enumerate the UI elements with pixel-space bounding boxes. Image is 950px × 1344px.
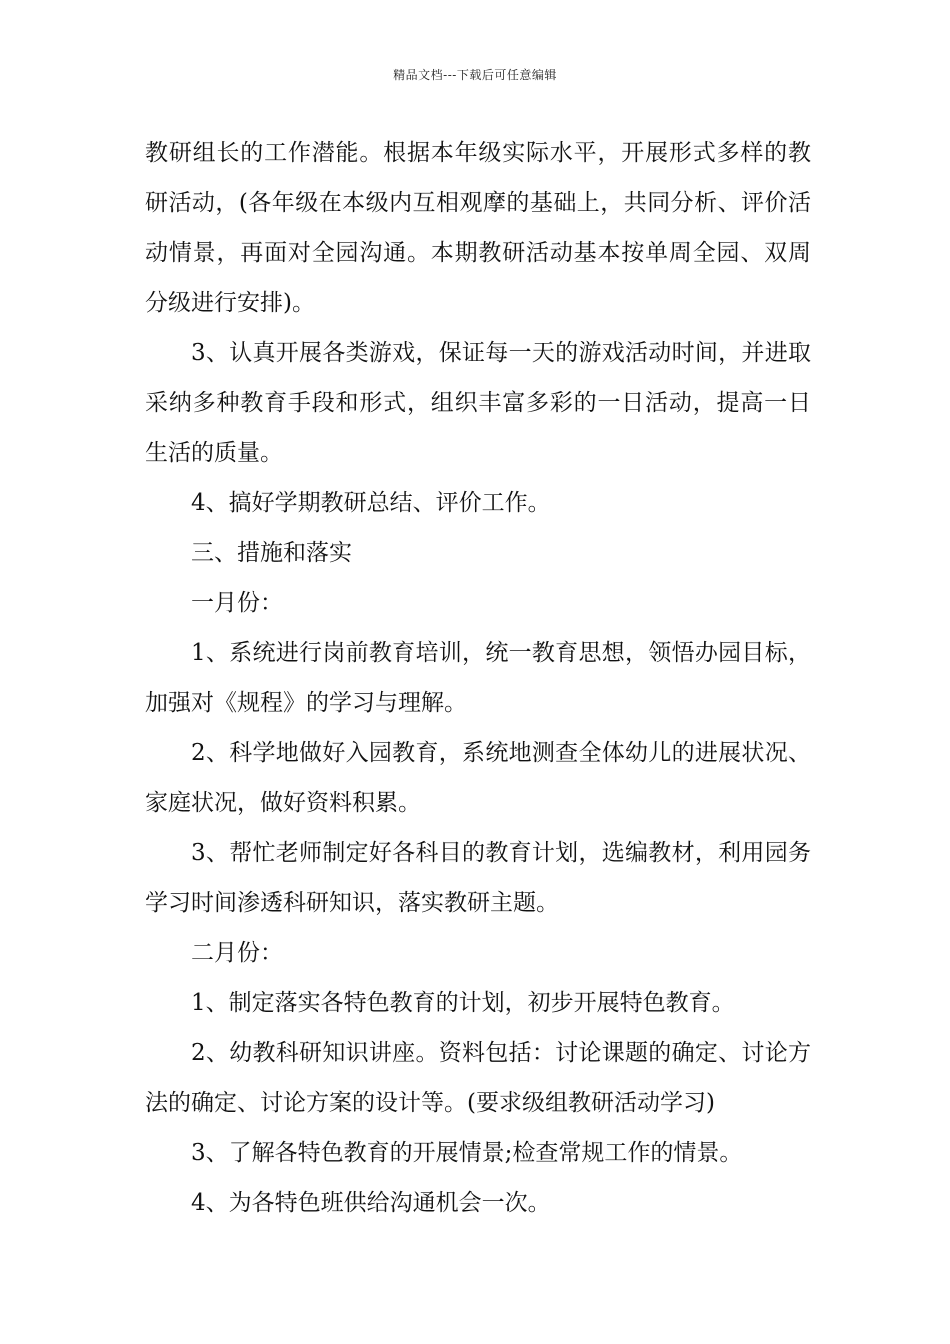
february-item-2: 2、幼教科研知识讲座。资料包括：讨论课题的确定、讨论方法的确定、讨论方案的设计等。(要求级组教研活动学习) [145, 1040, 811, 1116]
february-item-3: 3、了解各特色教育的开展情景;检查常规工作的情景。 [191, 1140, 743, 1166]
january-item-1: 1、系统进行岗前教育培训，统一教育思想，领悟办园目标，加强对《规程》的学习与理解。 [145, 640, 811, 716]
january-item-2: 2、科学地做好入园教育，系统地测查全体幼儿的进展状况、家庭状况，做好资料积累。 [145, 740, 811, 816]
month-heading-february: 二月份： [191, 940, 283, 966]
january-item-3: 3、帮忙老师制定好各科目的教育计划，选编教材，利用园务学习时间渗透科研知识，落实教研主题。 [145, 840, 811, 916]
february-item-4: 4、为各特色班供给沟通机会一次。 [191, 1190, 551, 1216]
section-heading: 三、措施和落实 [191, 540, 352, 566]
paragraph-continued: 教研组长的工作潜能。根据本年级实际水平，开展形式多样的教研活动，(各年级在本级内互相观摩的基础上，共同分析、评价活动情景，再面对全园沟通。本期教研活动基本按单周全园、双周分级进行安排)。 [145, 140, 811, 316]
month-heading-january: 一月份： [191, 590, 283, 616]
paragraph-item-4: 4、搞好学期教研总结、评价工作。 [191, 490, 551, 516]
document-body [145, 128, 811, 1228]
february-item-1: 1、制定落实各特色教育的计划，初步开展特色教育。 [191, 990, 735, 1016]
page-header: 精品文档---下载后可任意编辑 [393, 68, 557, 82]
paragraph-item-3: 3、认真开展各类游戏，保证每一天的游戏活动时间，并进取采纳多种教育手段和形式，组织丰富多彩的一日活动，提高一日生活的质量。 [145, 340, 811, 466]
